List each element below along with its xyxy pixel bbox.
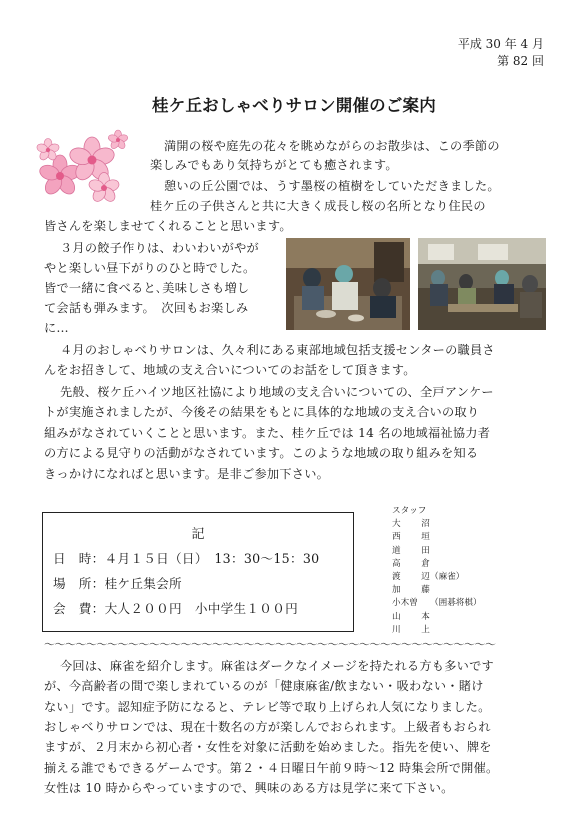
march-line-1: ３月の餃子作りは、わいわいがやが [60, 241, 259, 255]
staff-list [392, 505, 482, 637]
body-line-7: きっかけになればと思います。是非ご参加下さい。 [44, 467, 330, 481]
event-details-box [42, 512, 354, 632]
mahjong-line-6: 揃える誰でもできるゲームです。第２・４日曜日午前９時～12 時集会所で開催。 [44, 761, 499, 775]
notice-heading: 記 [191, 527, 205, 542]
cherry-blossom-illustration [30, 126, 130, 208]
photo-eating-together [418, 238, 546, 330]
intro-line-3: 憩いの丘公園では、うす墨桜の植樹をしていただきました。 [164, 179, 500, 193]
staff-member: 西 垣 [392, 532, 436, 543]
issue-number: 第 82 回 [497, 54, 544, 68]
body-line-6: の方による見守りの活動がなされています。このような地域の取り組みを知る [44, 446, 479, 460]
mahjong-line-7: 女性は 10 時からやっていますので、興味のある方は見学に来て下さい。 [44, 781, 454, 795]
intro-line-5: 皆さんを楽しませてくれることと思います。 [44, 219, 292, 233]
staff-member: 道 田 [392, 545, 436, 556]
march-line-2: やと楽しい昼下がりのひと時でした。 [44, 261, 256, 275]
march-line-5: に… [44, 321, 69, 335]
staff-member: 加 藤 [392, 585, 436, 596]
staff-member: 渡 辺（麻雀） [392, 572, 465, 583]
intro-line-4: 桂ケ丘の子供さんと共に大きく成長し桜の名所となり住民の [150, 199, 486, 213]
march-line-3: 皆で一緒に食べると､美味しさも増し [44, 281, 250, 295]
mahjong-line-2: が、今高齢者の間で楽しまれているのが「健康麻雀/飲まない・吸わない・賭け [44, 679, 484, 693]
body-line-3: 先般、桜ケ丘ハイツ地区社協により地域の支え合いについての、全戸アンケー [60, 385, 494, 399]
issue-info [458, 36, 544, 70]
cherry-blossom-icon [36, 130, 129, 204]
staff-member: 高 倉 [392, 558, 436, 569]
page-title: 桂ケ丘おしゃべりサロン開催のご案内 [152, 96, 436, 115]
wave-divider: ～～～～～～～～～～～～～～～～～～～～～～～～～～～～～～～～～～～～～～～～～～～ [44, 638, 496, 651]
intro-line-1: 満開の桜や庭先の花々を眺めながらのお散歩は、この季節の [164, 139, 500, 153]
staff-member: 川 上 [392, 624, 436, 635]
body-line-2: んをお招きして、地域の支え合いについてのお話をして頂きます。 [44, 363, 416, 377]
march-line-4: て会話も弾みます。 次回もお楽しみ [44, 301, 249, 315]
staff-member: 大 沼 [392, 519, 436, 530]
mahjong-line-5: ますが、２月末から初心者・女性を対象に活動を始めました。指先を使い、牌を [44, 740, 492, 754]
staff-member: 山 本 [392, 611, 436, 622]
issue-date: 平成 30 年 4 月 [457, 37, 544, 51]
staff-heading: スタッフ [392, 506, 427, 516]
event-place: 場 所：桂ケ丘集会所 [53, 576, 182, 591]
event-fee: 会 費：大人２００円 小中学生１００円 [53, 601, 298, 616]
photo-dumpling-making [286, 238, 410, 330]
mahjong-line-1: 今回は、麻雀を紹介します。麻雀はダークなイメージを持たれる方も多いです [60, 659, 494, 673]
staff-member: 小木曽 （囲碁将棋） [392, 598, 482, 609]
intro-line-2: 楽しみでもあり気持ちがとても癒されます。 [150, 158, 398, 172]
body-line-1: ４月のおしゃべりサロンは、久々利にある東部地域包括支援センターの職員さ [60, 343, 495, 357]
body-line-5: 組みがなされていくことと思います。また、桂ケ丘では 14 名の地域福祉協力者 [44, 426, 491, 440]
event-datetime: 日 時：４月１５日（日） 13：30～15：30 [53, 551, 320, 566]
mahjong-line-4: おしゃべりサロンでは、現在十数名の方が楽しんでおられます。上級者もおられ [44, 720, 491, 734]
mahjong-line-3: ない」です。認知症予防になると、テレビ等で取り上げられ人気になりました。 [44, 700, 491, 714]
body-line-4: トが実施されましたが、今後その結果をもとに具体的な地域の支え合いの取り [44, 405, 480, 419]
